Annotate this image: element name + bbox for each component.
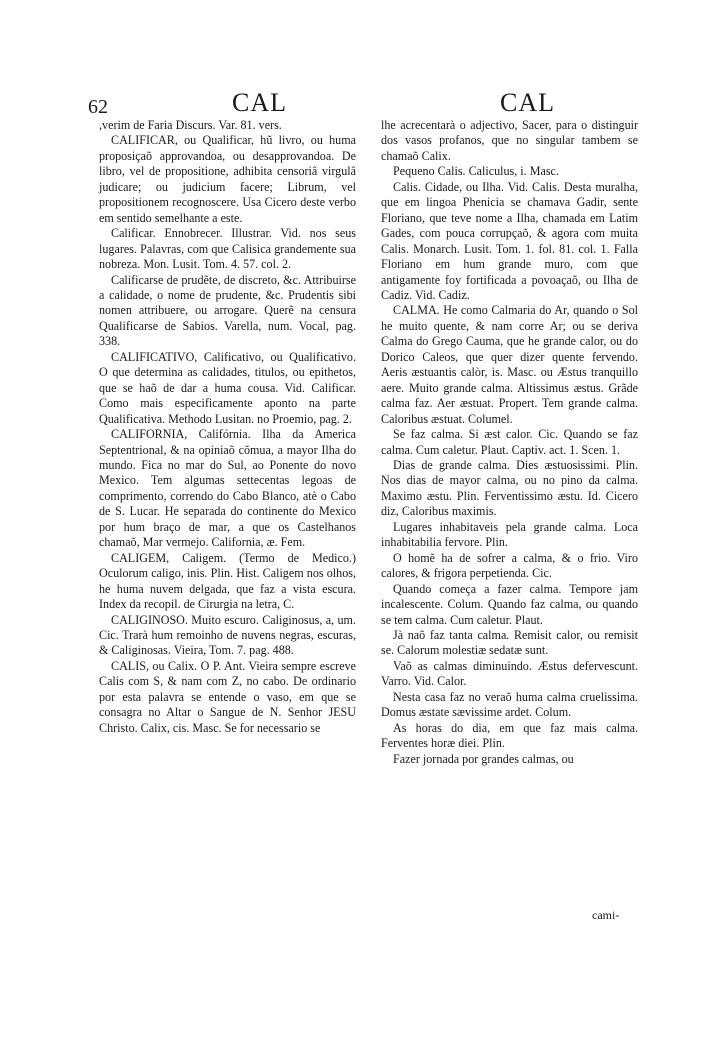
dictionary-entry: CALIGEM, Caligem. (Termo de Medico.) Oculorum caligo, inis. Plin. Hist. Caligem nos olhos, he huma nuvem delgada, que faz a vista escura. Index da recopil. de Cirurgia na letra, C. <box>99 550 356 612</box>
dictionary-entry: Jà naõ faz tanta calma. Remisit calor, ou remisit se. Calorum molestiæ sedatæ sunt. <box>381 627 638 658</box>
left-running-head: CAL <box>232 88 287 117</box>
right-column <box>381 118 638 767</box>
dictionary-entry: Se faz calma. Si æst calor. Cic. Quando se faz calma. Cum caletur. Plaut. Captiv. act. 1. Scen. 1. <box>381 427 638 457</box>
dictionary-entry: Quando começa a fazer calma. Tempore jam incalescente. Colum. Quando faz calma, ou quando se tem calma. Cum caletur. Plaut. <box>381 581 638 627</box>
page-number: 62 <box>88 96 108 118</box>
dictionary-entry: CALIGINOSO. Muito escuro. Caliginosus, a, um. Cic. Trarà hum remoinho de nuvens negras, escuras, & Caliginosas. Vieira, Tom. 7. pag. 488. <box>99 612 356 658</box>
dictionary-entry: O homẽ ha de sofrer a calma, & o frio. Viro calores, & frigora perpetienda. Cic. <box>381 550 638 581</box>
dictionary-entry: Calis. Cidade, ou Ilha. Vid. Calis. Desta muralha, que em lingoa Phenicia se chamava Gadir, sente Floriano, que teve nome a Ilha, chamada em Latim Gades, com pouca corrupçaõ, & agora com muita Calis. Monarch. Lusit. Tom. 1. fol. 81. col. 1. Falla Floriano em hum grande muro, com que antigamente foy fortificada a povoaçaõ, ou Ilha de Cadiz. Vid. Cadiz. <box>381 179 638 302</box>
catchword: cami- <box>592 908 620 922</box>
dictionary-entry: Lugares inhabitaveis pela grande calma. Loca inhabitabilia fervore. Plin. <box>381 519 638 550</box>
dictionary-entry: Nesta casa faz no veraõ huma calma cruelissima. Domus æstate sævissime ardet. Colum. <box>381 689 638 720</box>
dictionary-entry: Pequeno Calis. Caliculus, i. Masc. <box>393 164 559 179</box>
dictionary-entry: CALIFICAR, ou Qualificar, hũ livro, ou huma proposiçaõ approvandoa, ou desapprovandoa. De libro, vel de propositione, adhibita censoriâ virgulâ judicare; ou judicium facere; Librum, vel propositionem recognoscere. Usa Cicero deste verbo em sentido semelhante a este. <box>99 133 356 225</box>
dictionary-entry: CALIFORNIA, Califórnia. Ilha da America Septentrional, & na opiniaõ cõmua, a mayor Ilha do mundo. Fica no mar do Sul, ao Ponente do novo Mexico. Tem algumas settecentas legoas de comprimento, correndo do Cabo Blanco, atè o Cabo de S. Lucar. He separada do continente do Mexico por hum braço de mar, a que os Castelhanos chamaõ, Mar vermejo. California, æ. Fem. <box>99 427 356 550</box>
dictionary-entry: CALIFICATIVO, Calificativo, ou Qualificativo. O que determina as calidades, titulos, ou epithetos, que se haõ de dar a huma cousa. Vid. Calificar. Como mais especificamente aponto na parte Qualificativa. Methodo Lusitan. no Proemio, pag. 2. <box>99 349 356 426</box>
dictionary-entry: lhe acrecentarà o adjectivo, Sacer, para o distinguir dos vasos profanos, que no singular tambem se chamaõ Calix. <box>381 118 638 163</box>
dictionary-entry: Dias de grande calma. Dies æstuosissimi. Plin. Nos dias de mayor calma, ou no pino da calma. Maximo æstu. Plin. Ferventissimo æstu. Id. Cicero diz, Caloribus maximis. <box>381 457 638 519</box>
dictionary-entry: As horas do dia, em que faz mais calma. Ferventes horæ diei. Plin. <box>381 720 638 751</box>
dictionary-entry: CALIS, ou Calix. O P. Ant. Vieira sempre escreve Calis com S, & nam com Z, no cabo. De ordinario por esta palavra se entende o vaso, em que se consagra no Altar o Sangue de N. Senhor JESU Christo. Calix, cis. Masc. Se for necessario se <box>99 658 356 735</box>
dictionary-entry: Fazer jornada por grandes calmas, ou <box>393 751 574 766</box>
dictionary-entry: ,verim de Faria Discurs. Var. 81. vers. <box>99 118 282 132</box>
left-column <box>99 118 356 736</box>
dictionary-entry: Calificarse de prudẽte, de discreto, &c. Attribuirse a calidade, o nome de prudente, &c. Prudentis sibi nomen attribuere, ou arrogare. Querẽ na censura Qualificarse de Sabios. Varella, num. Vocal, pag. 338. <box>99 272 356 349</box>
dictionary-entry: Vaõ as calmas diminuindo. Æstus defervescunt. Varro. Vid. Calor. <box>381 658 638 689</box>
dictionary-entry: CALMA. He como Calmaria do Ar, quando o Sol he muito quente, & nam corre Ar; ou se deriva Calma do Grego Cauma, que he grande calor, ou do Dorico Caleos, que quer dizer quente fervendo. Aeris æstuantis calòr, is. Masc. ou Æstus tranquillo aere. Muito grande calma. Altissimus æstus. Grãde calma faz. Aer æstuat. Propert. Tem grande calma. Caloribus æstuat. Columel. <box>381 303 638 426</box>
dictionary-entry: Calificar. Ennobrecer. Illustrar. Vid. nos seus lugares. Palavras, com que Calisica grandemente sua nobreza. Mon. Lusit. Tom. 4. 57. col. 2. <box>99 226 356 272</box>
right-running-head: CAL <box>500 88 555 117</box>
